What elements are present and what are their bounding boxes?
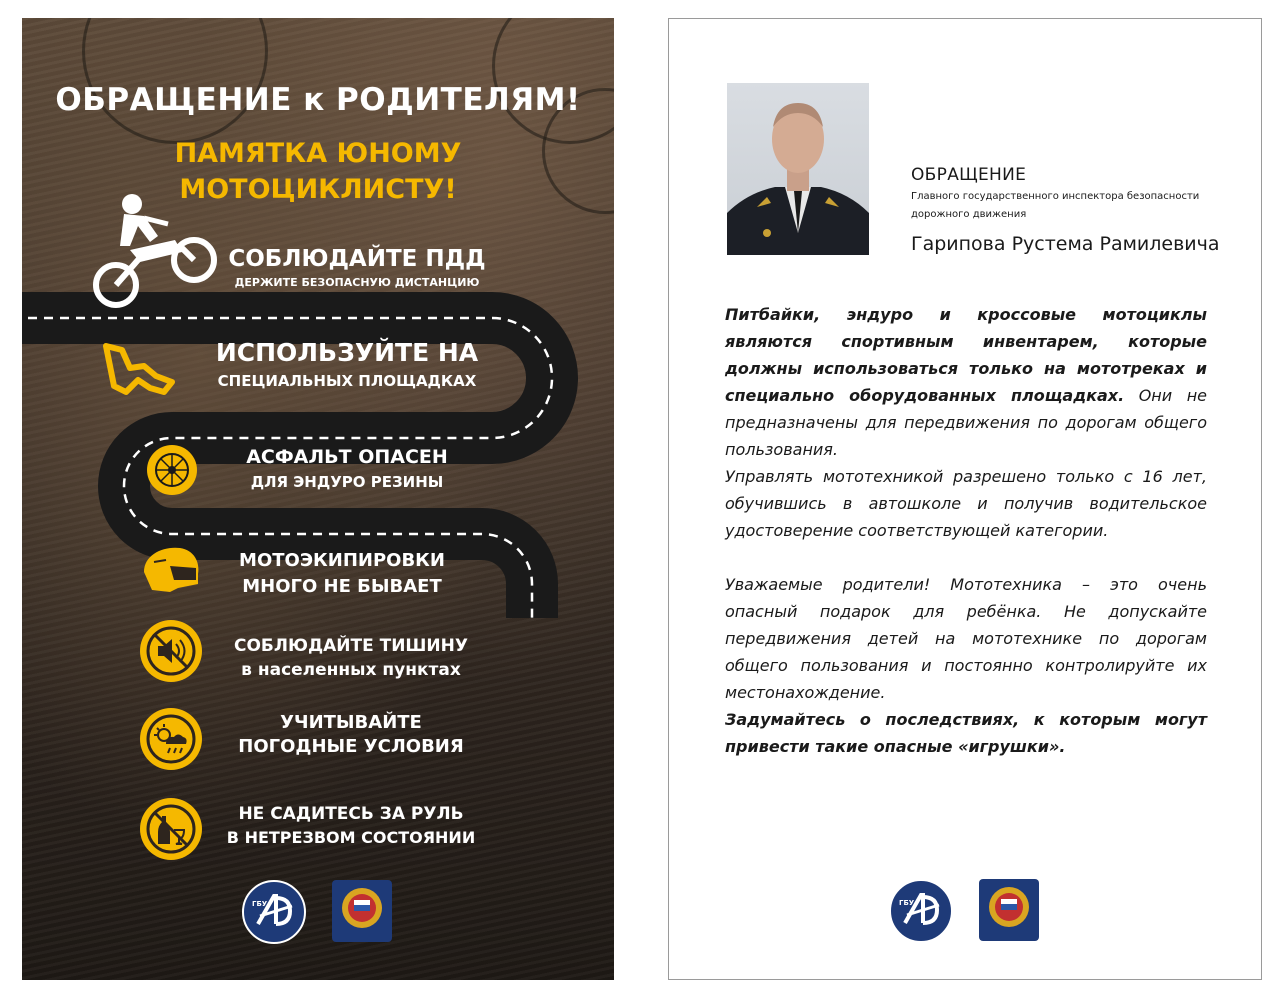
poster-subtitle-line1: ПАМЯТКА ЮНОМУ <box>174 138 462 169</box>
poster-title: ОБРАЩЕНИЕ к РОДИТЕЛЯМ! <box>55 82 581 118</box>
position-line: дорожного движения <box>911 209 1027 220</box>
rule-subtitle: МНОГО НЕ БЫВАЕТ <box>242 576 442 597</box>
gbu-logo-label: ГБУ <box>899 899 915 907</box>
rule-title: МОТОЭКИПИРОВКИ <box>239 550 445 571</box>
rule-title: СОБЛЮДАЙТЕ ТИШИНУ <box>234 636 468 656</box>
rule-title: СОБЛЮДАЙТЕ ПДД <box>228 246 486 272</box>
weather-icon <box>140 708 202 770</box>
rule-title: АСФАЛЬТ ОПАСЕН <box>246 446 448 468</box>
no-sound-icon <box>140 620 202 682</box>
paragraph: Управлять мототехникой разрешено только с 16 лет, обучившись в автошколе и получив водительское удостоверение соответствующей категории. <box>725 467 1207 540</box>
position-line: Главного государственного инспектора безопасности <box>911 191 1200 202</box>
rule-subtitle: СПЕЦИАЛЬНЫХ ПЛОЩАДКАХ <box>217 372 477 390</box>
paragraph: Уважаемые родители! Мототехника – это очень опасный подарок для ребёнка. Не допускайте передвижения детей на мототехнике по дорогам общего пользования и постоянно контролируйте их местонахождение. <box>725 575 1207 702</box>
helmet-icon <box>140 544 202 594</box>
rule-subtitle: ДЛЯ ЭНДУРО РЕЗИНЫ <box>250 473 444 491</box>
no-alcohol-icon <box>140 798 202 860</box>
gbu-logo-label: ГБУ <box>252 900 268 908</box>
rule-subtitle: ПОГОДНЫЕ УСЛОВИЯ <box>238 736 464 757</box>
letter-page <box>668 18 1262 980</box>
safety-poster <box>22 18 614 980</box>
paragraph <box>725 706 1207 760</box>
rule-title: НЕ САДИТЕСЬ ЗА РУЛЬ <box>238 804 464 824</box>
gibdd-emblem <box>979 879 1039 941</box>
gbu-logo <box>242 880 306 944</box>
rule-title: УЧИТЫВАЙТЕ <box>280 712 422 733</box>
poster-subtitle-line2: МОТОЦИКЛИСТУ! <box>179 174 457 205</box>
inspector-photo <box>727 83 869 255</box>
motorcycle-rider-icon <box>90 190 218 308</box>
letter-body <box>725 301 1207 760</box>
letter-heading: ОБРАЩЕНИЕ <box>911 165 1027 185</box>
race-track-icon <box>100 342 178 400</box>
rule-title: ИСПОЛЬЗУЙТЕ НА <box>215 338 479 367</box>
rule-subtitle: ДЕРЖИТЕ БЕЗОПАСНУЮ ДИСТАНЦИЮ <box>234 276 480 289</box>
closing-text: Задумайтесь о последствиях, к которым могут привести такие опасные «игрушки». <box>725 710 1207 756</box>
rule-subtitle: В НЕТРЕЗВОМ СОСТОЯНИИ <box>226 828 476 847</box>
gbu-logo <box>889 879 953 943</box>
paragraph <box>725 301 1207 463</box>
tire-icon <box>144 442 200 498</box>
bold-intro: Питбайки, эндуро и кроссовые мотоциклы являются спортивным инвентарем, которые должны использоваться только на мототреках и специально оборудованных площадках. <box>725 305 1207 405</box>
intro-rest: Они не предназначены для передвижения по дорогам общего пользования. <box>725 386 1207 459</box>
inspector-name: Гарипова Рустема Рамилевича <box>911 233 1220 255</box>
gibdd-emblem <box>332 880 392 942</box>
rule-subtitle: в населенных пунктах <box>241 660 461 680</box>
